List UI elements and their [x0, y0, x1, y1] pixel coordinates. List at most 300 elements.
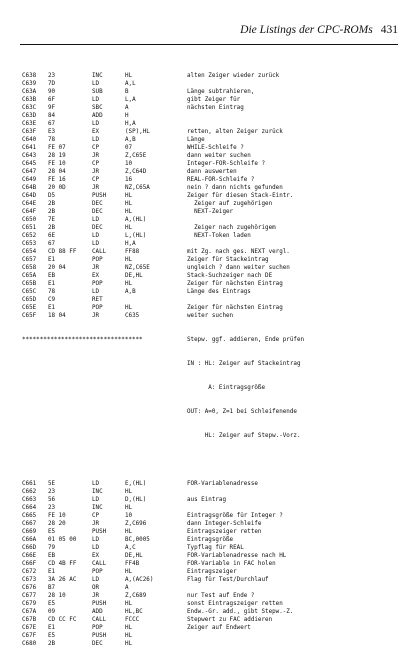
hex-bytes: 56 — [48, 497, 56, 503]
mnemonic: CP — [92, 177, 100, 183]
operand: HL — [125, 489, 133, 495]
mnemonic: JR — [92, 593, 100, 599]
operand: A,B — [125, 137, 136, 143]
comment: Eintragszeiger — [187, 569, 237, 575]
listing-row — [22, 224, 400, 232]
operand: C635 — [125, 313, 140, 319]
comment: retten, alten Zeiger zurück — [187, 129, 283, 135]
hex-bytes: 9F — [48, 105, 56, 111]
operand: HL — [125, 201, 133, 207]
operand: HL — [125, 193, 133, 199]
operand: FCCC — [125, 617, 140, 623]
listing-row — [22, 112, 400, 120]
comment: FOR-Variablenadresse — [187, 481, 258, 487]
hex-bytes: 6F — [48, 97, 56, 103]
comment: dann weiter suchen — [187, 153, 251, 159]
hex-bytes: E5 — [48, 633, 56, 639]
routine-info-line: Stepw. ggf. addieren, Ende prüfen — [187, 337, 305, 343]
comment: REAL-FOR-Schleife ? — [187, 177, 255, 183]
operand: HL — [125, 305, 133, 311]
address: C65D — [22, 297, 37, 303]
address: C645 — [22, 161, 37, 167]
listing-row — [22, 216, 400, 224]
routine-info-row — [22, 360, 400, 368]
hex-bytes: FE 10 — [48, 513, 66, 519]
hex-bytes: E1 — [48, 569, 56, 575]
page-number: 431 — [380, 24, 398, 36]
operand: A,(AC26) — [125, 577, 154, 583]
listing-row — [22, 544, 400, 552]
operand: (SP),HL — [125, 129, 150, 135]
listing-row — [22, 272, 400, 280]
address: C65B — [22, 281, 37, 287]
address: C65F — [22, 313, 37, 319]
operand: Z,C689 — [125, 593, 147, 599]
address: C64D — [22, 193, 37, 199]
listing-row — [22, 200, 400, 208]
mnemonic: POP — [92, 569, 103, 575]
hex-bytes: 23 — [48, 73, 56, 79]
hex-bytes: E3 — [48, 129, 56, 135]
hex-bytes: 67 — [48, 241, 56, 247]
mnemonic: JR — [92, 185, 100, 191]
address: C63D — [22, 113, 37, 119]
address: C647 — [22, 169, 37, 175]
listing-row — [22, 192, 400, 200]
address: C65C — [22, 289, 37, 295]
address: C652 — [22, 233, 37, 239]
operand: FF88 — [125, 249, 140, 255]
mnemonic: DEC — [92, 225, 103, 231]
hex-bytes: 3A 26 AC — [48, 577, 77, 583]
comment: WHILE-Schleife ? — [187, 145, 244, 151]
listing-row — [22, 640, 400, 648]
mnemonic: LD — [92, 97, 100, 103]
listing-row — [22, 80, 400, 88]
hex-bytes: 7E — [48, 217, 56, 223]
operand: DE,HL — [125, 273, 143, 279]
listing-row — [22, 128, 400, 136]
listing-row — [22, 304, 400, 312]
mnemonic: LD — [92, 289, 100, 295]
comment: Typflag für REAL — [187, 545, 244, 551]
hex-bytes: 28 04 — [48, 169, 66, 175]
listing-row — [22, 256, 400, 264]
operand: A — [125, 105, 129, 111]
hex-bytes: CD 4B FF — [48, 561, 77, 567]
listing-row — [22, 512, 400, 520]
address: C665 — [22, 513, 37, 519]
hex-bytes: 28 10 — [48, 593, 66, 599]
listing-row — [22, 168, 400, 176]
address: C66F — [22, 561, 37, 567]
address: C67F — [22, 633, 37, 639]
comment: gibt Zeiger für — [187, 97, 241, 103]
comment: NEXT-Zeiger — [187, 209, 234, 215]
comment: Zeiger für diesen Stack-Eintr. — [187, 193, 294, 199]
listing-row — [22, 616, 400, 624]
comment: Zeiger für Stackeintrag — [187, 257, 269, 263]
comment: dann Integer-Schleife — [187, 521, 262, 527]
address: C66D — [22, 545, 37, 551]
operand: Z,C65E — [125, 153, 147, 159]
listing-row — [22, 552, 400, 560]
routine-info-row — [22, 432, 400, 440]
mnemonic: LD — [92, 577, 100, 583]
page-header — [20, 24, 398, 42]
hex-bytes: E5 — [48, 601, 56, 607]
mnemonic: JR — [92, 153, 100, 159]
comment: NEXT-Token laden — [187, 233, 251, 239]
comment: nur Test auf Ende ? — [187, 593, 255, 599]
hex-bytes: CD 88 FF — [48, 249, 77, 255]
address: C664 — [22, 505, 37, 511]
hex-bytes: E1 — [48, 257, 56, 263]
mnemonic: LD — [92, 481, 100, 487]
operand: DE,HL — [125, 553, 143, 559]
routine-info-row — [22, 408, 400, 416]
hex-bytes: EB — [48, 553, 56, 559]
listing-row — [22, 536, 400, 544]
operand: H,A — [125, 241, 136, 247]
mnemonic: ADD — [92, 609, 103, 615]
mnemonic: JR — [92, 313, 100, 319]
hex-bytes: 09 — [48, 609, 56, 615]
listing-row — [22, 624, 400, 632]
hex-bytes: 01 05 00 — [48, 537, 77, 543]
hex-bytes: 78 — [48, 137, 56, 143]
listing-block-2 — [22, 480, 400, 648]
hex-bytes: 67 — [48, 121, 56, 127]
mnemonic: LD — [92, 497, 100, 503]
comment: ungleich ? dann weiter suchen — [187, 265, 290, 271]
operand: L,A — [125, 97, 136, 103]
operand: FF4B — [125, 561, 140, 567]
listing-row — [22, 176, 400, 184]
address: C67E — [22, 625, 37, 631]
hex-bytes: FE 10 — [48, 161, 66, 167]
hex-bytes: B7 — [48, 585, 56, 591]
hex-bytes: 23 — [48, 505, 56, 511]
comment: mit Zg. nach ges. NEXT vergl. — [187, 249, 290, 255]
operand: E,(HL) — [125, 481, 147, 487]
address: C661 — [22, 481, 37, 487]
address: C640 — [22, 137, 37, 143]
address: C638 — [22, 73, 37, 79]
operand: HL — [125, 73, 133, 79]
mnemonic: CP — [92, 161, 100, 167]
listing-row — [22, 632, 400, 640]
hex-bytes: 6E — [48, 233, 56, 239]
listing-row — [22, 504, 400, 512]
hex-bytes: E1 — [48, 305, 56, 311]
mnemonic: JR — [92, 169, 100, 175]
mnemonic: PUSH — [92, 529, 107, 535]
address: C65A — [22, 273, 37, 279]
hex-bytes: 7D — [48, 81, 56, 87]
mnemonic: CALL — [92, 617, 107, 623]
listing-row — [22, 288, 400, 296]
hex-bytes: 20 0D — [48, 185, 66, 191]
listing-row — [22, 280, 400, 288]
listing-row — [22, 560, 400, 568]
listing-row — [22, 312, 400, 320]
address: C653 — [22, 241, 37, 247]
mnemonic: PUSH — [92, 601, 107, 607]
operand: HL — [125, 601, 133, 607]
listing-row — [22, 608, 400, 616]
mnemonic: INC — [92, 73, 103, 79]
listing-row — [22, 232, 400, 240]
operand: HL — [125, 569, 133, 575]
comment: sonst Eintragszeiger retten — [187, 601, 283, 607]
hex-bytes: 20 04 — [48, 265, 66, 271]
listing-row — [22, 296, 400, 304]
address: C64F — [22, 209, 37, 215]
listing-row — [22, 104, 400, 112]
operand: Z,C696 — [125, 521, 147, 527]
mnemonic: LD — [92, 233, 100, 239]
operand: HL — [125, 281, 133, 287]
comment: Integer-FOR-Schleife ? — [187, 161, 266, 167]
hex-bytes: 90 — [48, 89, 56, 95]
operand: BC,0005 — [125, 537, 150, 543]
operand: HL — [125, 625, 133, 631]
operand: HL — [125, 633, 133, 639]
operand: B — [125, 89, 129, 95]
address: C63A — [22, 89, 37, 95]
listing-row — [22, 600, 400, 608]
assembly-listing — [22, 56, 400, 656]
address: C657 — [22, 257, 37, 263]
comment: Endw.-Gr. add., gibt Stepw.-Z. — [187, 609, 294, 615]
comment: Länge — [187, 137, 205, 143]
comment: Zeiger auf Endwert — [187, 625, 251, 631]
address: C67A — [22, 609, 37, 615]
address: C67B — [22, 617, 37, 623]
mnemonic: POP — [92, 257, 103, 263]
hex-bytes: FE 07 — [48, 145, 66, 151]
listing-row — [22, 152, 400, 160]
address: C672 — [22, 569, 37, 575]
comment: Zeiger auf zugehörigen — [187, 201, 273, 207]
comment: Zeiger nach zugehörigem — [187, 225, 276, 231]
hex-bytes: 2B — [48, 201, 56, 207]
comment: Zeiger für nächsten Eintrag — [187, 305, 283, 311]
hex-bytes: 28 20 — [48, 521, 66, 527]
mnemonic: CALL — [92, 249, 107, 255]
listing-row — [22, 264, 400, 272]
comment: Flag für Test/Durchlauf — [187, 577, 269, 583]
header-rule — [20, 44, 398, 45]
hex-bytes: 2B — [48, 641, 56, 647]
blank-line — [22, 456, 400, 464]
mnemonic: LD — [92, 121, 100, 127]
comment: nein ? dann nichts gefunden — [187, 185, 283, 191]
address: C677 — [22, 593, 37, 599]
hex-bytes: 28 19 — [48, 153, 66, 159]
listing-row — [22, 496, 400, 504]
mnemonic: LD — [92, 137, 100, 143]
address: C650 — [22, 217, 37, 223]
running-title: Die Listings der CPC-ROMs — [240, 24, 373, 36]
hex-bytes: E5 — [48, 529, 56, 535]
comment: Eintragsgröße — [187, 537, 234, 543]
address: C649 — [22, 177, 37, 183]
operand: A,B — [125, 289, 136, 295]
mnemonic: CP — [92, 145, 100, 151]
comment: Stepwert zu FAC addieren — [187, 617, 273, 623]
listing-row — [22, 136, 400, 144]
operand: 10 — [125, 513, 133, 519]
mnemonic: INC — [92, 489, 103, 495]
mnemonic: CALL — [92, 561, 107, 567]
address: C63C — [22, 105, 37, 111]
listing-row — [22, 248, 400, 256]
comment: aus Eintrag — [187, 497, 227, 503]
separator-row — [22, 336, 400, 344]
mnemonic: LD — [92, 241, 100, 247]
routine-info-row — [22, 384, 400, 392]
comment: nächsten Eintrag — [187, 105, 244, 111]
address: C651 — [22, 225, 37, 231]
comment: Eintragszeiger retten — [187, 529, 262, 535]
mnemonic: SBC — [92, 105, 103, 111]
address: C676 — [22, 585, 37, 591]
comment: Stack-Suchzeiger nach DE — [187, 273, 273, 279]
operand: 07 — [125, 145, 133, 151]
listing-row — [22, 480, 400, 488]
comment: dann auswerten — [187, 169, 237, 175]
mnemonic: LD — [92, 217, 100, 223]
hex-bytes: 78 — [48, 289, 56, 295]
mnemonic: DEC — [92, 641, 103, 647]
address: C663 — [22, 497, 37, 503]
address: C662 — [22, 489, 37, 495]
mnemonic: RET — [92, 297, 103, 303]
hex-bytes: FE 16 — [48, 177, 66, 183]
listing-row — [22, 88, 400, 96]
mnemonic: JR — [92, 265, 100, 271]
listing-row — [22, 576, 400, 584]
address: C66A — [22, 537, 37, 543]
separator-stars: ********************************** — [22, 337, 143, 343]
address: C64B — [22, 185, 37, 191]
mnemonic: PUSH — [92, 193, 107, 199]
address: C64E — [22, 201, 37, 207]
hex-bytes: 2B — [48, 209, 56, 215]
comment: alten Zeiger wieder zurück — [187, 73, 280, 79]
comment: FOR-Variablenadresse nach HL — [187, 553, 287, 559]
mnemonic: LD — [92, 545, 100, 551]
listing-row — [22, 160, 400, 168]
comment: Eintragsgröße für Integer ? — [187, 513, 283, 519]
listing-row — [22, 120, 400, 128]
mnemonic: DEC — [92, 209, 103, 215]
operand: L,(HL) — [125, 233, 147, 239]
mnemonic: DEC — [92, 201, 103, 207]
address: C679 — [22, 601, 37, 607]
address: C65E — [22, 305, 37, 311]
hex-bytes: 84 — [48, 113, 56, 119]
hex-bytes: EB — [48, 273, 56, 279]
routine-info-line: HL: Zeiger auf Stepw.-Vorz. — [187, 433, 301, 439]
hex-bytes: E1 — [48, 625, 56, 631]
listing-row — [22, 520, 400, 528]
mnemonic: EX — [92, 553, 100, 559]
address: C63F — [22, 129, 37, 135]
address: C658 — [22, 265, 37, 271]
mnemonic: SUB — [92, 89, 103, 95]
listing-row — [22, 184, 400, 192]
comment: Zeiger für nächsten Eintrag — [187, 281, 283, 287]
operand: A,(HL) — [125, 217, 147, 223]
operand: NZ,C65A — [125, 185, 150, 191]
operand: 10 — [125, 161, 133, 167]
listing-row — [22, 96, 400, 104]
address: C63E — [22, 121, 37, 127]
listing-row — [22, 568, 400, 576]
operand: 16 — [125, 177, 133, 183]
mnemonic: INC — [92, 505, 103, 511]
operand: A — [125, 585, 129, 591]
comment: Länge des Eintrags — [187, 289, 251, 295]
hex-bytes: 2B — [48, 225, 56, 231]
hex-bytes: 79 — [48, 545, 56, 551]
operand: A,C — [125, 545, 136, 551]
mnemonic: POP — [92, 625, 103, 631]
routine-info-line: OUT: A=0, Z=1 bei Schleifenende — [187, 409, 297, 415]
address: C643 — [22, 153, 37, 159]
operand: Z,C64D — [125, 169, 147, 175]
address: C669 — [22, 529, 37, 535]
hex-bytes: E1 — [48, 281, 56, 287]
comment: Länge subtrahieren, — [187, 89, 255, 95]
hex-bytes: 23 — [48, 489, 56, 495]
address: C639 — [22, 81, 37, 87]
hex-bytes: C9 — [48, 297, 56, 303]
comment: FOR-Variable in FAC holen — [187, 561, 276, 567]
hex-bytes: CD CC FC — [48, 617, 77, 623]
hex-bytes: 5E — [48, 481, 56, 487]
mnemonic: JR — [92, 521, 100, 527]
listing-row — [22, 208, 400, 216]
operand: HL — [125, 529, 133, 535]
mnemonic: LD — [92, 81, 100, 87]
address: C66E — [22, 553, 37, 559]
listing-row — [22, 584, 400, 592]
address: C654 — [22, 249, 37, 255]
operand: HL — [125, 225, 133, 231]
address: C667 — [22, 521, 37, 527]
address: C673 — [22, 577, 37, 583]
operand: HL,BC — [125, 609, 143, 615]
comment: weiter suchen — [187, 313, 234, 319]
mnemonic: CP — [92, 513, 100, 519]
operand: D,(HL) — [125, 497, 147, 503]
hex-bytes: D5 — [48, 193, 56, 199]
mnemonic: LD — [92, 537, 100, 543]
mnemonic: POP — [92, 305, 103, 311]
listing-row — [22, 144, 400, 152]
operand: HL — [125, 505, 133, 511]
listing-row — [22, 72, 400, 80]
mnemonic: OR — [92, 585, 100, 591]
address: C63B — [22, 97, 37, 103]
operand: HL — [125, 257, 133, 263]
mnemonic: ADD — [92, 113, 103, 119]
mnemonic: PUSH — [92, 633, 107, 639]
